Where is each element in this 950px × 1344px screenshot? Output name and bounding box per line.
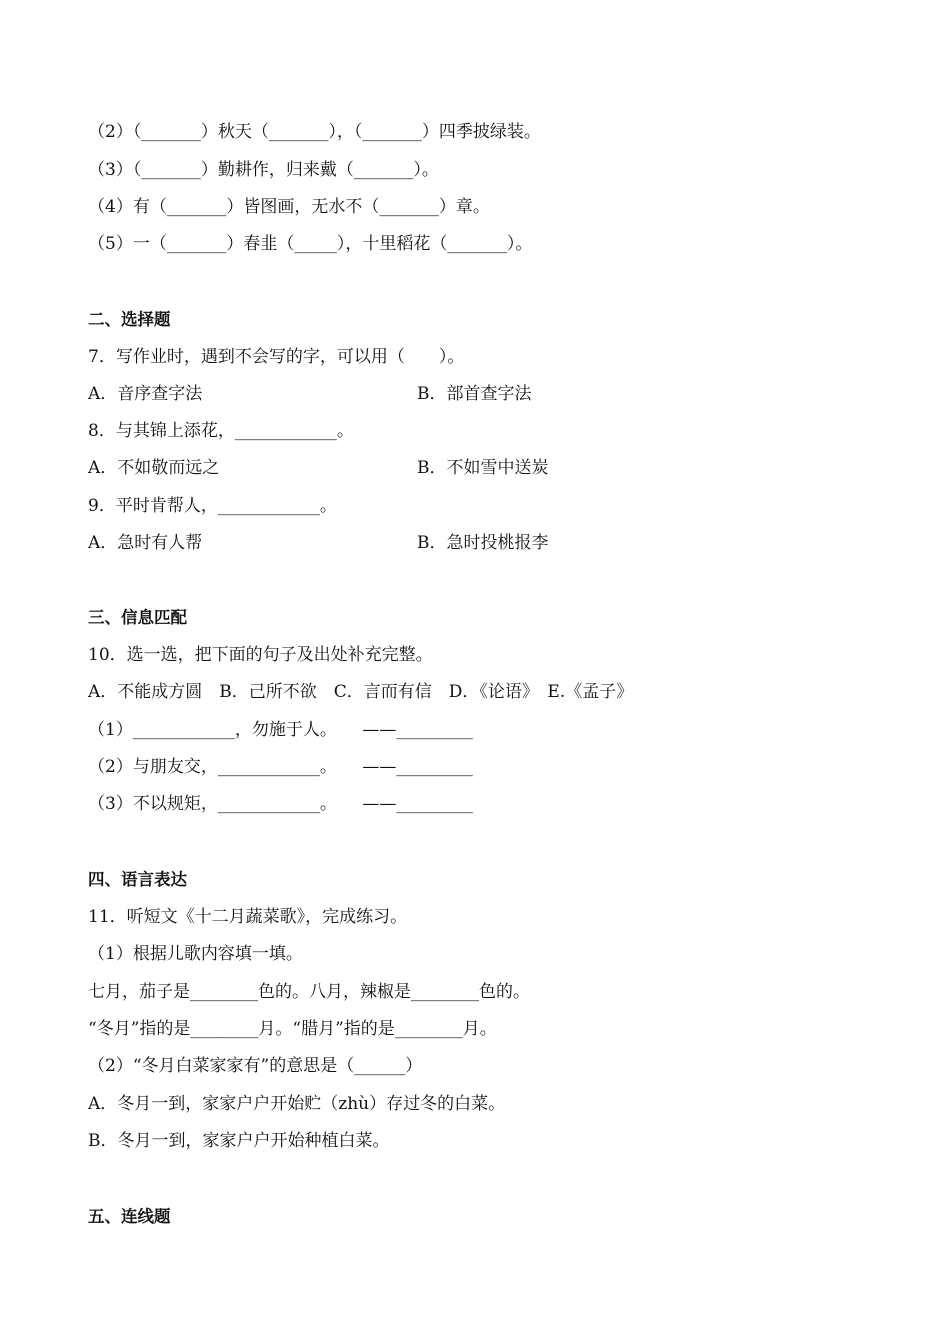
q7-option-b: B．部首查字法 [417,384,532,404]
q8-option-a: A．不如敬而远之 [88,458,220,478]
q11-stem: 11．听短文《十二月蔬菜歌》，完成练习。 [88,907,408,927]
fill-q4: （4）有（_______）皆图画，无水不（_______）章。 [88,197,490,217]
q7-option-a: A．音序查字法 [88,384,203,404]
q9-stem: 9．平时肯帮人，____________。 [88,496,337,516]
q7-stem: 7．写作业时，遇到不会写的字，可以用（ ）。 [88,347,465,367]
section-heading-expression: 四、语言表达 [88,870,187,889]
section-heading-matching: 三、信息匹配 [88,608,187,627]
fill-q5: （5）一（_______）春韭（_____），十里稻花（_______）。 [88,234,533,254]
q10-sentence-3: （3）不以规矩，____________。 ——_________ [88,794,473,814]
q10-options: A．不能成方圆 B．己所不欲 C．言而有信 D．《论语》 E.《孟子》 [88,682,634,702]
section-heading-connect: 五、连线题 [88,1207,171,1226]
fill-q3: （3）（_______）勤耕作，归来戴（_______）。 [88,160,439,180]
q11-part-1: （1）根据儿歌内容填一填。 [88,944,303,964]
q8-stem: 8．与其锦上添花，____________。 [88,421,354,441]
q11-line-1: 七月，茄子是________色的。八月，辣椒是________色的。 [88,982,530,1002]
q11-option-b: B．冬月一到，家家户户开始种植白菜。 [88,1131,390,1151]
q8-option-b: B．不如雪中送炭 [417,458,549,478]
q10-stem: 10．选一选，把下面的句子及出处补充完整。 [88,645,433,665]
q11-part-2: （2）“冬月白菜家家有”的意思是（______） [88,1056,423,1076]
q11-line-2: “冬月”指的是________月。“腊月”指的是________月。 [88,1019,497,1039]
q9-option-b: B．急时投桃报李 [417,533,549,553]
q10-sentence-1: （1）____________，勿施于人。 ——_________ [88,720,473,740]
q9-option-a: A．急时有人帮 [88,533,203,553]
q11-option-a: A．冬月一到，家家户户开始贮（zhù）存过冬的白菜。 [88,1094,506,1114]
fill-q2: （2）（_______）秋天（_______），（_______）四季披绿装。 [88,122,541,142]
q10-sentence-2: （2）与朋友交，____________。 ——_________ [88,757,473,777]
section-heading-choice: 二、选择题 [88,310,171,329]
